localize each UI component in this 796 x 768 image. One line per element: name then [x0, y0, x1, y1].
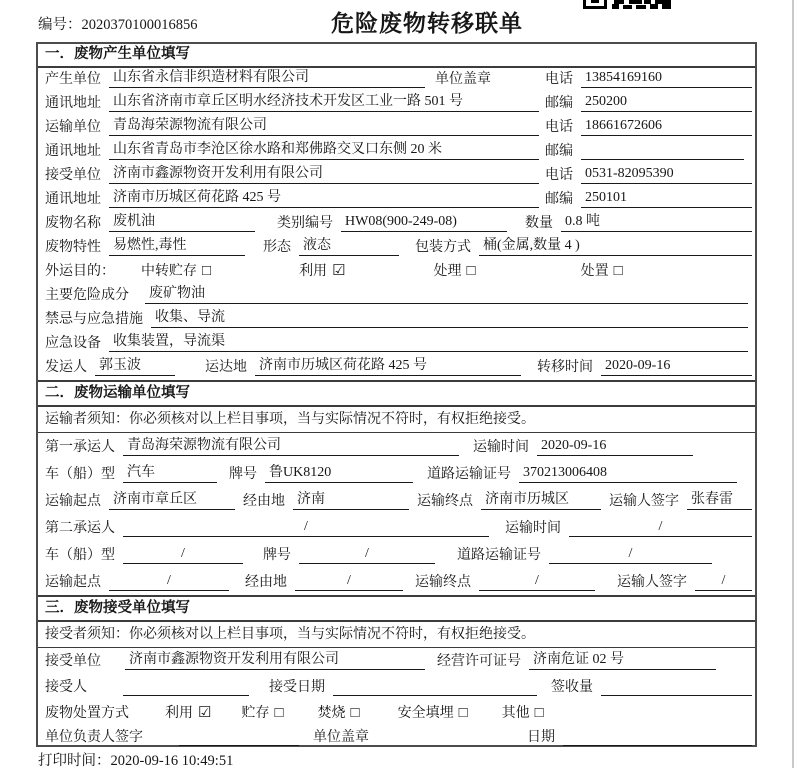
row-transfer-purpose [38, 260, 755, 284]
checkbox-treat: 处理 □ [433, 263, 476, 279]
checkbox-dispose: 处置 □ [580, 263, 623, 279]
receiver-person-value [123, 676, 249, 696]
emergency-measures-value: 收集、导流 [151, 308, 748, 328]
row-responsible-signature [38, 726, 755, 750]
checkbox-landfill: 安全填埋 □ [397, 705, 468, 721]
field-label: 接受日期 [269, 680, 325, 695]
row-waste-property [38, 236, 755, 260]
second-carrier-value: / [123, 517, 489, 537]
waste-property-value: 易燃性,毒性 [109, 236, 245, 256]
field-label: 通讯地址 [45, 192, 101, 207]
packing-method-value: 桶(金属,数量 4 ) [479, 236, 752, 256]
origin-value: 济南市章丘区 [109, 490, 235, 510]
row-transport-route-2 [38, 568, 755, 595]
first-carrier-value: 青岛海荣源物流有限公司 [123, 436, 459, 456]
field-label: 包装方式 [415, 240, 471, 255]
field-label: 运输单位 [45, 120, 101, 135]
field-label: 发运人 [45, 360, 87, 375]
field-label: 接受人 [45, 680, 87, 695]
page-title: 危险废物转移联单 [331, 11, 523, 36]
waste-category-code-value: HW08(900-249-08) [341, 212, 507, 232]
waste-form-value: 液态 [299, 236, 399, 256]
via2-value: / [295, 571, 403, 591]
field-label: 运输终点 [417, 494, 473, 509]
producer-unit-value: 山东省永信非织造材料有限公司 [109, 68, 425, 88]
receiver-unit-value: 济南市鑫源物资开发利用有限公司 [109, 164, 539, 184]
producer-phone-value: 13854169160 [581, 68, 752, 88]
field-label: 道路运输证号 [427, 467, 511, 482]
row-transporter-address [38, 140, 755, 164]
stamp-date-value [563, 726, 752, 746]
row-emergency-measures [38, 308, 755, 332]
checkbox-icon: □ [350, 705, 360, 721]
doc-number-value: 2020370100016856 [81, 17, 198, 33]
field-label: 废物特性 [45, 240, 101, 255]
origin2-value: / [109, 571, 229, 591]
row-disposal-method [38, 700, 755, 726]
field-label: 转移时间 [537, 360, 593, 375]
row-emergency-equipment [38, 332, 755, 356]
checkbox-other: 其他 □ [501, 705, 544, 721]
field-label: 接受单位 [45, 654, 101, 669]
row-vehicle-type-1 [38, 460, 755, 487]
doc-number [38, 13, 198, 34]
field-label: 数量 [525, 216, 553, 231]
section2-title: 二．废物运输单位填写 [38, 380, 755, 407]
field-label: 牌号 [229, 467, 257, 482]
vehicle-type2-value: / [123, 544, 243, 564]
row-producer-address [38, 92, 755, 116]
doc-number-label: 编号： [38, 17, 82, 33]
row-receiver-unit [38, 164, 755, 188]
road-permit-value: 370213006408 [519, 463, 737, 483]
checkbox-utilize-receive: 利用 ☑ [165, 705, 212, 721]
field-label: 电话 [545, 168, 573, 183]
field-label: 废物处置方式 [45, 706, 129, 721]
field-label: 经由地 [243, 494, 285, 509]
received-quantity-value [601, 676, 752, 696]
transport-date-value: 2020-09-16 [537, 436, 693, 456]
receiving-unit-value: 济南市鑫源物资开发利用有限公司 [125, 650, 425, 670]
waste-name-value: 废机油 [109, 212, 255, 232]
row-main-hazard [38, 284, 755, 308]
transfer-date-value: 2020-09-16 [601, 356, 752, 376]
row-receiver-address [38, 188, 755, 212]
checkbox-checked-icon: ☑ [198, 705, 212, 721]
field-label: 签收量 [551, 680, 593, 695]
row-waste-name [38, 212, 755, 236]
print-timestamp: 打印时间：2020-09-16 10:49:51 [38, 753, 234, 768]
row-receiver-person [38, 674, 755, 700]
field-label: 运输人签字 [609, 494, 679, 509]
field-label: 废物名称 [45, 216, 101, 231]
emergency-equipment-value: 收集装置，导流渠 [109, 332, 748, 352]
row-second-carrier [38, 514, 755, 541]
qr-code-fragment [583, 0, 671, 9]
row-receiving-unit [38, 648, 755, 674]
field-label: 第二承运人 [45, 521, 115, 536]
field-label: 应急设备 [45, 336, 101, 351]
field-label: 禁忌与应急措施 [45, 312, 143, 327]
field-label: 类别编号 [277, 216, 333, 231]
field-label: 邮编 [545, 144, 573, 159]
checkbox-icon: □ [202, 263, 212, 279]
transporter-notice: 运输者须知：你必须核对以上栏目事项，当与实际情况不符时，有权拒绝接受。 [38, 407, 755, 433]
main-hazard-value: 废矿物油 [145, 284, 748, 304]
transporter-phone-value: 18661672606 [581, 116, 752, 136]
carrier-signature2-value: / [695, 571, 752, 591]
field-label: 运输人签字 [617, 575, 687, 590]
checkbox-checked-icon: ☑ [332, 263, 346, 279]
field-label: 电话 [545, 120, 573, 135]
terminus2-value: / [479, 571, 595, 591]
producer-address-value: 山东省济南市章丘区明水经济技术开发区工业一路 501 号 [109, 92, 539, 112]
checkbox-icon: □ [458, 705, 468, 721]
row-transporter-unit [38, 116, 755, 140]
transporter-unit-value: 青岛海荣源物流有限公司 [109, 116, 539, 136]
waste-quantity-value: 0.8 吨 [561, 212, 752, 232]
manifest-form [36, 42, 757, 747]
page-right-edge [792, 0, 794, 768]
field-label: 运输起点 [45, 494, 101, 509]
row-first-carrier [38, 433, 755, 460]
field-label: 运输终点 [415, 575, 471, 590]
field-label: 运输起点 [45, 575, 101, 590]
field-label: 邮编 [545, 192, 573, 207]
field-label: 车（船）型 [45, 548, 115, 563]
unit-stamp-label: 单位盖章 [313, 730, 369, 745]
field-label: 形态 [263, 240, 291, 255]
checkbox-store: 贮存 □ [241, 705, 284, 721]
checkbox-icon: □ [274, 705, 284, 721]
checkbox-utilize: 利用 ☑ [299, 263, 346, 279]
checkbox-icon: □ [534, 705, 544, 721]
field-label: 牌号 [263, 548, 291, 563]
field-label: 日期 [527, 730, 555, 745]
responsible-signature-value [179, 726, 299, 746]
vehicle-type-value: 汽车 [123, 463, 217, 483]
row-producer-unit [38, 68, 755, 92]
plate-number-value: 鲁UK8120 [265, 463, 413, 483]
field-label: 产生单位 [45, 72, 101, 87]
transporter-address-value: 山东省青岛市李沧区徐水路和郑佛路交叉口东侧 20 米 [109, 140, 539, 160]
shipper-value: 郭玉波 [95, 356, 175, 376]
field-label: 道路运输证号 [457, 548, 541, 563]
carrier-signature-value: 张春雷 [687, 490, 752, 510]
field-label: 接受单位 [45, 168, 101, 183]
producer-zip-value: 250200 [581, 92, 752, 112]
field-label: 经营许可证号 [437, 654, 521, 669]
receiver-phone-value: 0531-82095390 [581, 164, 752, 184]
field-label: 通讯地址 [45, 144, 101, 159]
field-label: 单位负责人签字 [45, 730, 143, 745]
field-label: 外运目的： [45, 264, 115, 279]
via-value: 济南 [293, 490, 409, 510]
terminus-value: 济南市历城区 [481, 490, 601, 510]
transporter-zip-value [581, 140, 744, 160]
row-vehicle-type-2 [38, 541, 755, 568]
field-label: 经由地 [245, 575, 287, 590]
section1-title: 一．废物产生单位填写 [38, 44, 755, 68]
field-label: 运输时间 [505, 521, 561, 536]
row-transport-route-1 [38, 487, 755, 514]
checkbox-transfer-storage: 中转贮存 □ [141, 263, 212, 279]
license-number-value: 济南危证 02 号 [529, 650, 716, 670]
field-label: 电话 [545, 72, 573, 87]
destination-value: 济南市历城区荷花路 425 号 [255, 356, 521, 376]
row-shipper [38, 356, 755, 380]
field-label: 运达地 [205, 360, 247, 375]
receiver-zip-value: 250101 [581, 188, 752, 208]
field-label: 车（船）型 [45, 467, 115, 482]
receiver-address-value: 济南市历城区荷花路 425 号 [109, 188, 539, 208]
checkbox-incinerate: 焚烧 □ [317, 705, 360, 721]
field-label: 主要危险成分 [45, 288, 129, 303]
road-permit2-value: / [549, 544, 712, 564]
receive-date-value [333, 676, 537, 696]
checkbox-icon: □ [613, 263, 623, 279]
field-label: 邮编 [545, 96, 573, 111]
plate-number2-value: / [299, 544, 435, 564]
checkbox-icon: □ [466, 263, 476, 279]
receiver-notice: 接受者须知：你必须核对以上栏目事项，当与实际情况不符时，有权拒绝接受。 [38, 622, 755, 648]
transport-date2-value: / [569, 517, 752, 537]
unit-stamp-label: 单位盖章 [435, 72, 491, 87]
field-label: 通讯地址 [45, 96, 101, 111]
field-label: 第一承运人 [45, 440, 115, 455]
field-label: 运输时间 [473, 440, 529, 455]
section3-title: 三．废物接受单位填写 [38, 595, 755, 622]
